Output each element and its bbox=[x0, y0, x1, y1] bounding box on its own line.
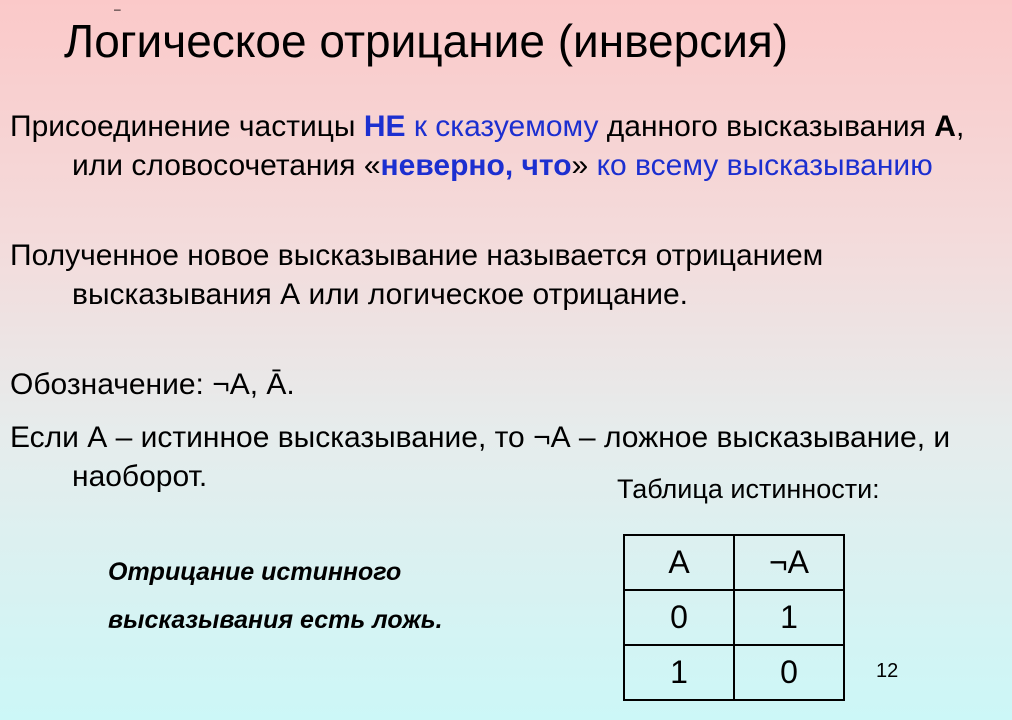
truth-table-title: Таблица истинности: bbox=[617, 474, 880, 504]
definition-text-1: Присоединение частицы bbox=[10, 110, 364, 143]
caption-line-1: Отрицание истинного bbox=[108, 558, 402, 586]
table-row bbox=[624, 645, 844, 700]
paragraph-notation: Обозначение: ¬A, Ā. bbox=[10, 368, 295, 401]
particle-ne: НЕ bbox=[363, 110, 406, 143]
definition-text-3: , или словосочетания « bbox=[72, 110, 965, 182]
phrase-neverno-chto: неверно, что bbox=[380, 149, 572, 182]
header-cell-not-a: ¬A bbox=[734, 535, 844, 590]
decorative-dash: – bbox=[114, 2, 121, 16]
paragraph-negation-name: Полученное новое высказывание называется отрицанием высказывания А или логическое отрицание. bbox=[10, 239, 824, 311]
slide-title: Логическое отрицание (инверсия) bbox=[64, 15, 789, 67]
definition-predicate: к сказуемому bbox=[405, 110, 599, 143]
definition-quote-close: » bbox=[571, 149, 589, 182]
paragraph-definition bbox=[10, 107, 1012, 185]
caption-negation-rule bbox=[108, 548, 443, 644]
header-cell-a: A bbox=[624, 535, 734, 590]
table-row bbox=[624, 590, 844, 645]
statement-a: А bbox=[934, 110, 956, 143]
table-cell: 0 bbox=[734, 645, 844, 700]
caption-line-2: высказывания есть ложь. bbox=[108, 606, 443, 634]
table-header-row bbox=[624, 535, 844, 590]
definition-text-2: данного высказывания bbox=[598, 110, 935, 143]
truth-table bbox=[623, 534, 845, 701]
table-cell: 1 bbox=[624, 645, 734, 700]
table-cell: 0 bbox=[624, 590, 734, 645]
slide-number: 12 bbox=[876, 660, 899, 682]
table-cell: 1 bbox=[734, 590, 844, 645]
paragraph-truth-rule: Если А – истинное высказывание, то ¬А – ложное высказывание, и наоборот. bbox=[10, 421, 951, 493]
definition-whole-statement: ко всему высказыванию bbox=[588, 149, 933, 182]
